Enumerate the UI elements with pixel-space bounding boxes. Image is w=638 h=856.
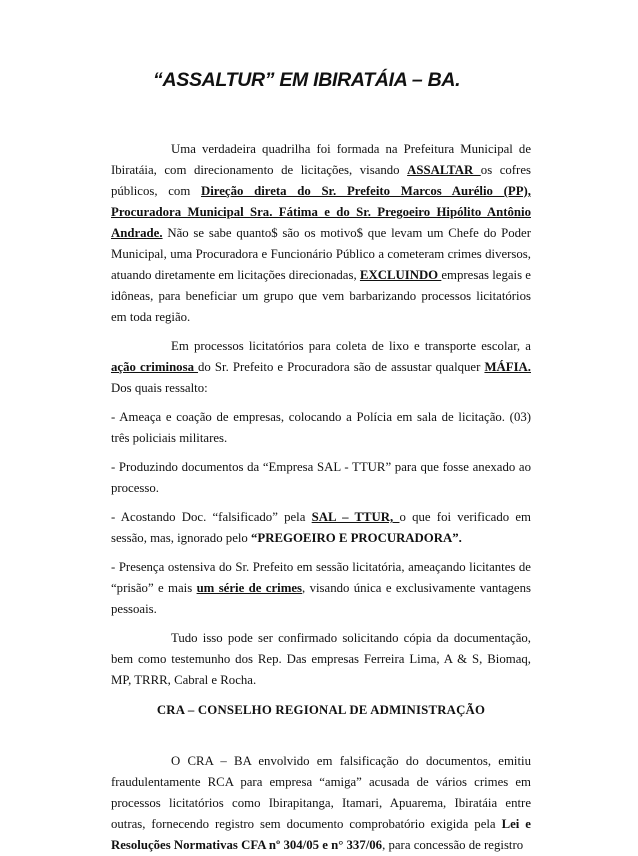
text-run: Dos quais ressalto: bbox=[111, 381, 208, 395]
text-run: do Sr. Prefeito e Procuradora são de assustar qualquer bbox=[198, 360, 485, 374]
text-run: , visando única e exclusivamente vantagens pessoais. bbox=[111, 581, 531, 616]
text-run: os cofres públicos, com bbox=[111, 163, 531, 198]
list-item-documentos: - Produzindo documentos da “Empresa SAL - TTUR” para que fosse anexado ao processo. bbox=[111, 460, 531, 495]
emphasis-sal-ttur: SAL – TTUR, bbox=[311, 510, 400, 524]
text-run: , para concessão de registro bbox=[382, 838, 524, 852]
list-item-ameaca: - Ameaça e coação de empresas, colocando a Polícia em sala de licitação. (03) três policiais militares. bbox=[111, 410, 531, 445]
text-run: empresas legais e idôneas, para beneficiar um grupo que vem barbarizando processos licitatórios em toda região. bbox=[111, 268, 531, 324]
list-item-acostando bbox=[111, 507, 531, 549]
text-run: O CRA – BA envolvido em falsificação do documentos, emitiu fraudulentamente RCA para empresa “amiga” acusada de vários crimes em processos licitatórios como Ibirapitanga, Itamari, Apuarema, Ibiratáia entre outras, fornecendo registro sem documento comprobatório exigida pela bbox=[111, 754, 531, 831]
emphasis-mafia: MÁFIA. bbox=[484, 360, 531, 374]
emphasis-lei: Lei e Resoluções Normativas CFA nº 304/05 e n° 337/06 bbox=[111, 817, 531, 852]
list-item-presenca bbox=[111, 557, 531, 620]
text-run: - Acostando Doc. “falsificado” pela bbox=[111, 510, 312, 524]
text-run: Uma verdadeira quadrilha foi formada na Prefeitura Municipal de Ibiratáia, com direcionamento de licitações, visando bbox=[111, 142, 531, 177]
paragraph-confirmation: Tudo isso pode ser confirmado solicitando cópia da documentação, bem como testemunho dos Rep. Das empresas Ferreira Lima, A & S, Biomaq, MP, TRRR, Cabral e Rocha. bbox=[111, 631, 531, 687]
page-title: “ASSALTUR” EM IBIRATÁIA – BA. bbox=[153, 69, 461, 91]
text-run: o que foi verificado em sessão, mas, ignorado pelo bbox=[111, 510, 531, 545]
emphasis-serie-crimes: um série de crimes bbox=[196, 581, 303, 595]
paragraph-cra bbox=[111, 751, 531, 856]
section-heading-cra: CRA – CONSELHO REGIONAL DE ADMINISTRAÇÃO bbox=[156, 703, 486, 717]
emphasis-acao-criminosa: ação criminosa bbox=[111, 360, 199, 374]
text-run: Em processos licitatórios para coleta de lixo e transporte escolar, a bbox=[171, 339, 531, 353]
paragraph-intro bbox=[111, 139, 531, 328]
emphasis-pregoeiro: “PREGOEIRO E PROCURADORA”. bbox=[251, 531, 462, 545]
paragraph-processes bbox=[111, 336, 531, 399]
emphasis-assaltar: ASSALTAR bbox=[407, 163, 481, 177]
emphasis-direction: Direção direta do Sr. Prefeito Marcos Aurélio (PP), Procuradora Municipal Sra. Fátima e do Sr. Pregoeiro Hipólito Antônio Andrade. bbox=[111, 184, 531, 240]
document-body bbox=[111, 139, 531, 856]
emphasis-excluindo: EXCLUINDO bbox=[359, 268, 442, 282]
text-run: Não se sabe quanto$ são os motivo$ que levam um Chefe do Poder Municipal, uma Procuradora e Funcionário Público a cometeram crimes diversos, atuando diretamente em licitações direcionadas, bbox=[111, 226, 531, 282]
text-run: - Presença ostensiva do Sr. Prefeito em sessão licitatória, ameaçando licitantes de “prisão” e mais bbox=[111, 560, 531, 595]
